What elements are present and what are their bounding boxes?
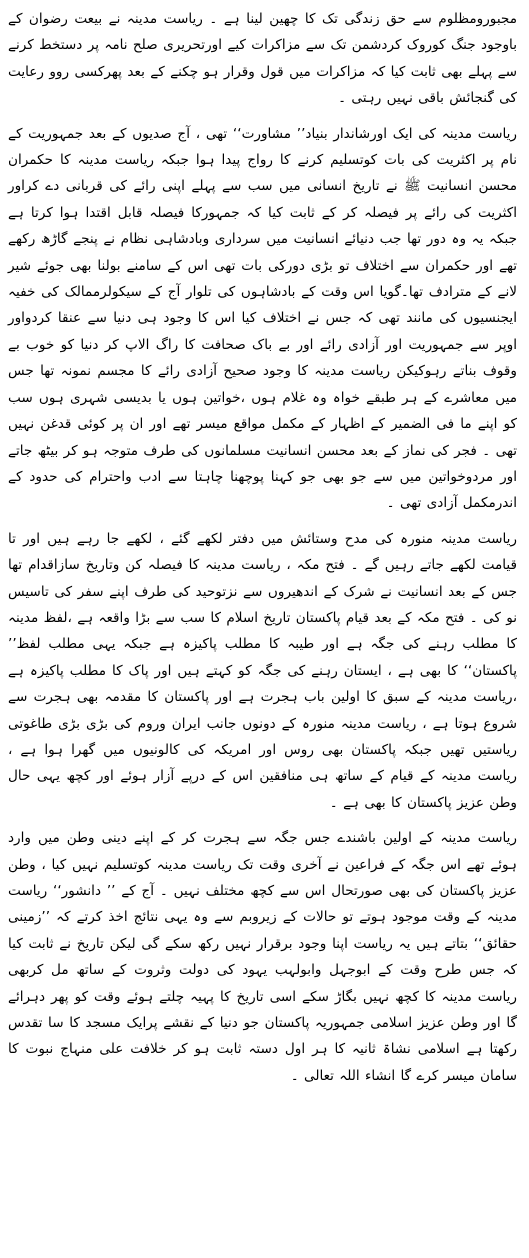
article-paragraph-3: ریاست مدینہ منورہ کی مدح وستائش میں دفتر لکھے گئے ، لکھے جا رہے ہیں اور تا قیامت لکھے جاتے رہیں گے ۔ فتح مکہ ، ریاست مدینہ کا فیصلہ کن وتاریخ سازاقدام تھا جس کے بعد انسانیت نے شرک کے اندھیروں سے نزتوحید کی طرف اپنے سفر کی تاسیس نو کی ۔ فتح مکہ کے بعد قیام پاکستان تاریخ اسلام کا سب سے بڑا واقعہ ہے ،لفظ مدینہ کا مطلب رہنے کی جگہ ہے اور طیبہ کا مطلب پاکیزہ ہے جبکہ یہی مطلب لفظ’’ پاکستان‘‘ کا بھی ہے ، ایستان رہنے کی جگہ کو کہتے ہیں اور پاک کا مطلب پاکیزہ ہے ،ریاست مدینہ کے سبق کا اولین باب ہجرت ہے اور پاکستان کا مقدمہ بھی ہجرت سے شروع ہوتا ہے ، ریاست مدینہ منورہ کے دونوں جانب ایران وروم کی بڑی بڑی طاغوتی ریاستیں تھیں جبکہ پاکستان بھی روس اور امریکہ کی کالونیوں میں گھرا ہوا ہے ، ریاست مدینہ کے قیام کے ساتھ ہی منافقین اس کے درپے آزار ہوئے اور کچھ یہی حال وطن عزیز پاکستان کا بھی ہے ۔ [8, 530, 517, 811]
article-paragraph-4: ریاست مدینہ کے اولین باشندے جس جگہ سے ہجرت کر کے اپنے دینی وطن میں وارد ہوئے تھے اس جگہ کے فراعین نے آخری وقت تک ریاست مدینہ کوتسلیم نہیں کیا ، وطن عزیز پاکستان کی بھی صورتحال اس سے کچھ مختلف نہیں ۔ آج کے ’’ دانشور‘‘ ریاست مدینہ کے وقت موجود ہوتے تو حالات کے زیروبم سے وہ یہی نتائج اخذ کرتے کہ ’’زمینی حقائق‘‘ بتاتے ہیں یہ ریاست اپنا وجود برقرار نہیں رکھ سکے گی لیکن تاریخ نے ثابت کیا کہ جس طرح وقت کے ابوجہل وابولہب یہود کی دولت وثروت کے ساتھ مل کربھی ریاست مدینہ کا کچھ نہیں بگاڑ سکے اسی تاریخ کا پہیہ چلتے ہوئے وقت کو پھر دہرائے گا اور وطن عزیز اسلامی جمہوریہ پاکستان جو دنیا کے نقشے پرایک مسجد کا سا تقدس رکھتا ہے اسلامی نشاۃ ثانیہ کا ہر اول دستہ ثابت ہو کر خلافت علی منہاج نبوت کا سامان میسر کرے گا انشاء اللہ تعالی ۔ [8, 830, 517, 1084]
article-paragraph-1: مجبورومظلوم سے حق زندگی تک کا چھین لینا ہے ۔ ریاست مدینہ نے بیعت رضوان کے باوجود جنگ کوروک کردشمن تک سے مزاکرات کیے اورتحریری صلح نامہ پر دستخط کرنے سے پہلے بھی ثابت کیا کہ مزاکرات میں قول وقرار ہو چکنے کے بعد پھرکسی روو رعایت کی گنجائش باقی نہیں رہتی ۔ [8, 11, 517, 107]
article-paragraph-2: ریاست مدینہ کی ایک اورشاندار بنیاد’’ مشاورت‘‘ تھی ، آج صدیوں کے بعد جمہوریت کے نام پر اکثریت کی بات کوتسلیم کرنے کا رواج پیدا ہوا جبکہ ریاست مدینہ کا حکمران محسن انسانیت ﷺ نے تاریخ انسانی میں سب سے پہلے اپنی رائے کی قربانی دے کراور اکثریت کی رائے پر فیصلہ کر کے ثابت کیا کہ جمہورکا فیصلہ قابل اقتدا ہوا کرتا ہے جبکہ یہ وہ دور تھا جب دنیائے انسانیت میں سرداری وبادشاہی نظام نے پنجے گاڑھ رکھے تھے اور حکمران سے اختلاف تو بڑی دورکی بات تھی اس کے سامنے بولنا بھی جوئے شیر لانے کے مترادف تھا۔گویا اس وقت کے بادشاہوں کی تلوار آج کے سیکولرممالک کی خفیہ ایجنسیوں کی مانند تھی کہ جس نے اختلاف کیا اس کا وجود ہی دنیا سے عنقا کردواور اوپر سے جمہوریت اور آزادی رائے اور بے باک صحافت کا راگ الاپ کر دنیا کو خوب بے وقوف بناتے رہوکیکن ریاست مدینہ کا وجود صحیح آزادی رائے کا مجسم نمونہ تھا جس میں معاشرے کے ہر طبقے خواہ وہ غلام ہوں ،خواتین ہوں یا بدیسی شہری ہوں سب کو اپنے ما فی الضمیر کے اظہار کے مکمل مواقع میسر تھے اور ان پر کوئی قدغن نہیں تھی ۔ فجر کی نماز کے بعد محسن انسانیت مسلمانوں کی طرف متوجہ ہو کر بیٹھ جاتے اور مردوخواتین میں سے جو بھی جو کہنا پوچھنا چاہتا سے ادب واحترام کی حدود کے اندرمکمل آزادی تھی ۔ [8, 125, 517, 512]
